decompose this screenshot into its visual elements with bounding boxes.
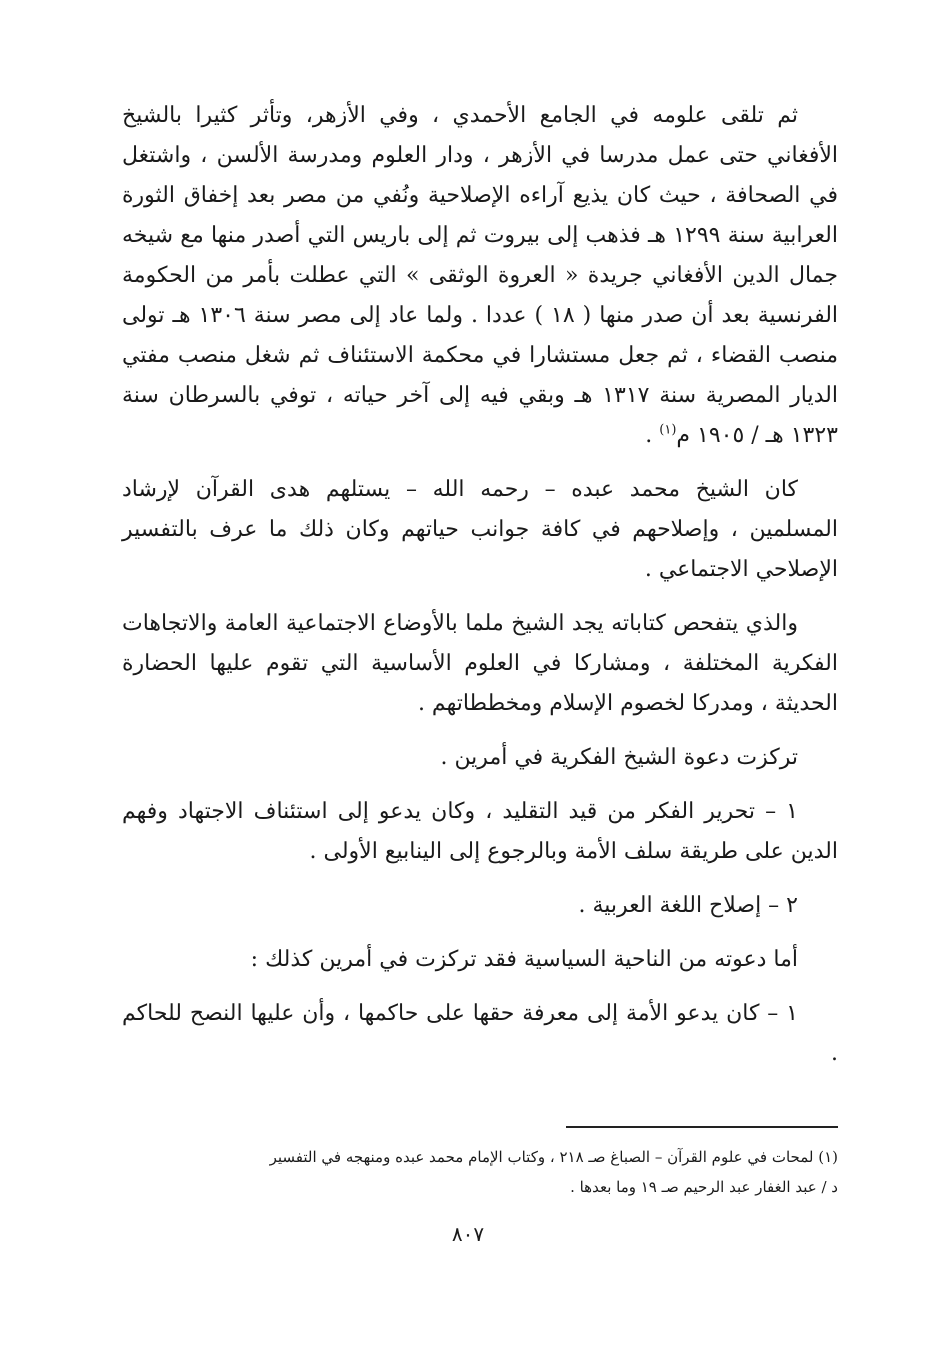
- body-text: [122, 96, 838, 1088]
- list-item-nation-rights: ١ – كان يدعو الأمة إلى معرفة حقها على حاكمها ، وأن عليها النصح للحاكم .: [122, 1001, 838, 1066]
- paragraph-intellectual-call: تركزت دعوة الشيخ الفكرية في أمرين .: [440, 745, 798, 770]
- list-item-liberate-thought: ١ – تحرير الفكر من قيد التقليد ، وكان يدعو إلى استئناف الاجتهاد وفهم الدين على طريقة سلف الأمة وبالرجوع إلى الينابيع الأولى .: [122, 799, 838, 864]
- paragraph-biography-text: ثم تلقى علومه في الجامع الأحمدي ، وفي الأزهر، وتأثر كثيرا بالشيخ الأفغاني حتى عمل مدرسا في الأزهر ، ودار العلوم ومدرسة الألسن ، واشتغل في الصحافة ، حيث كان يذيع آراءه الإصلاحية ونُفي من مصر بعد إخفاق الثورة العرابية سنة ١٢٩٩ هـ فذهب إلى بيروت ثم إلى باريس التي أصدر منها مع شيخه جمال الدين الأفغاني جريدة « العروة الوثقى » التي عطلت بأمر من الحكومة الفرنسية بعد أن صدر منها ( ١٨ ) عددا . ولما عاد إلى مصر سنة ١٣٠٦ هـ تولى منصب القضاء ، ثم جعل مستشارا في محكمة الاستئناف ثم شغل منصب مفتي الديار المصرية سنة ١٣١٧ هـ وبقي فيه إلى آخر حياته ، توفي بالسرطان سنة ١٣٢٣ هـ / ١٩٠٥ م: [122, 103, 839, 448]
- list-item-reform-language: ٢ – إصلاح اللغة العربية .: [578, 893, 798, 918]
- paragraph-biography: [122, 96, 838, 456]
- footnotes: [122, 1142, 838, 1202]
- footnote-line: د / عبد الغفار عبد الرحيم صـ ١٩ وما بعدها .: [570, 1178, 838, 1196]
- footnote-line: (١) لمحات في علوم القرآن – الصباغ صـ ٢١٨ ، وكتاب الإمام محمد عبده ومنهجه في التفسير: [269, 1148, 838, 1166]
- paragraph-writings: والذي يتفحص كتاباته يجد الشيخ ملما بالأوضاع الاجتماعية العامة والاتجاهات الفكرية المختلفة ، ومشاركا في العلوم الأساسية التي تقوم عليها الحضارة الحديثة ، ومدركا لخصوم الإسلام ومخططاتهم .: [122, 611, 838, 716]
- paragraph-reform-tafsir: كان الشيخ محمد عبده – رحمه الله – يستلهم هدى القرآن لإرشاد المسلمين ، وإصلاحهم في كافة جوانب حياتهم وكان ذلك ما عرف بالتفسير الإصلاحي الاجتماعي .: [122, 477, 838, 582]
- paragraph-political-call: أما دعوته من الناحية السياسية فقد تركزت في أمرين كذلك :: [250, 947, 798, 972]
- footnote-reference: (١): [659, 422, 677, 438]
- footnote-divider: [566, 1126, 838, 1128]
- page-number: ٨٠٧: [451, 1222, 485, 1246]
- paragraph-biography-end: .: [645, 423, 660, 448]
